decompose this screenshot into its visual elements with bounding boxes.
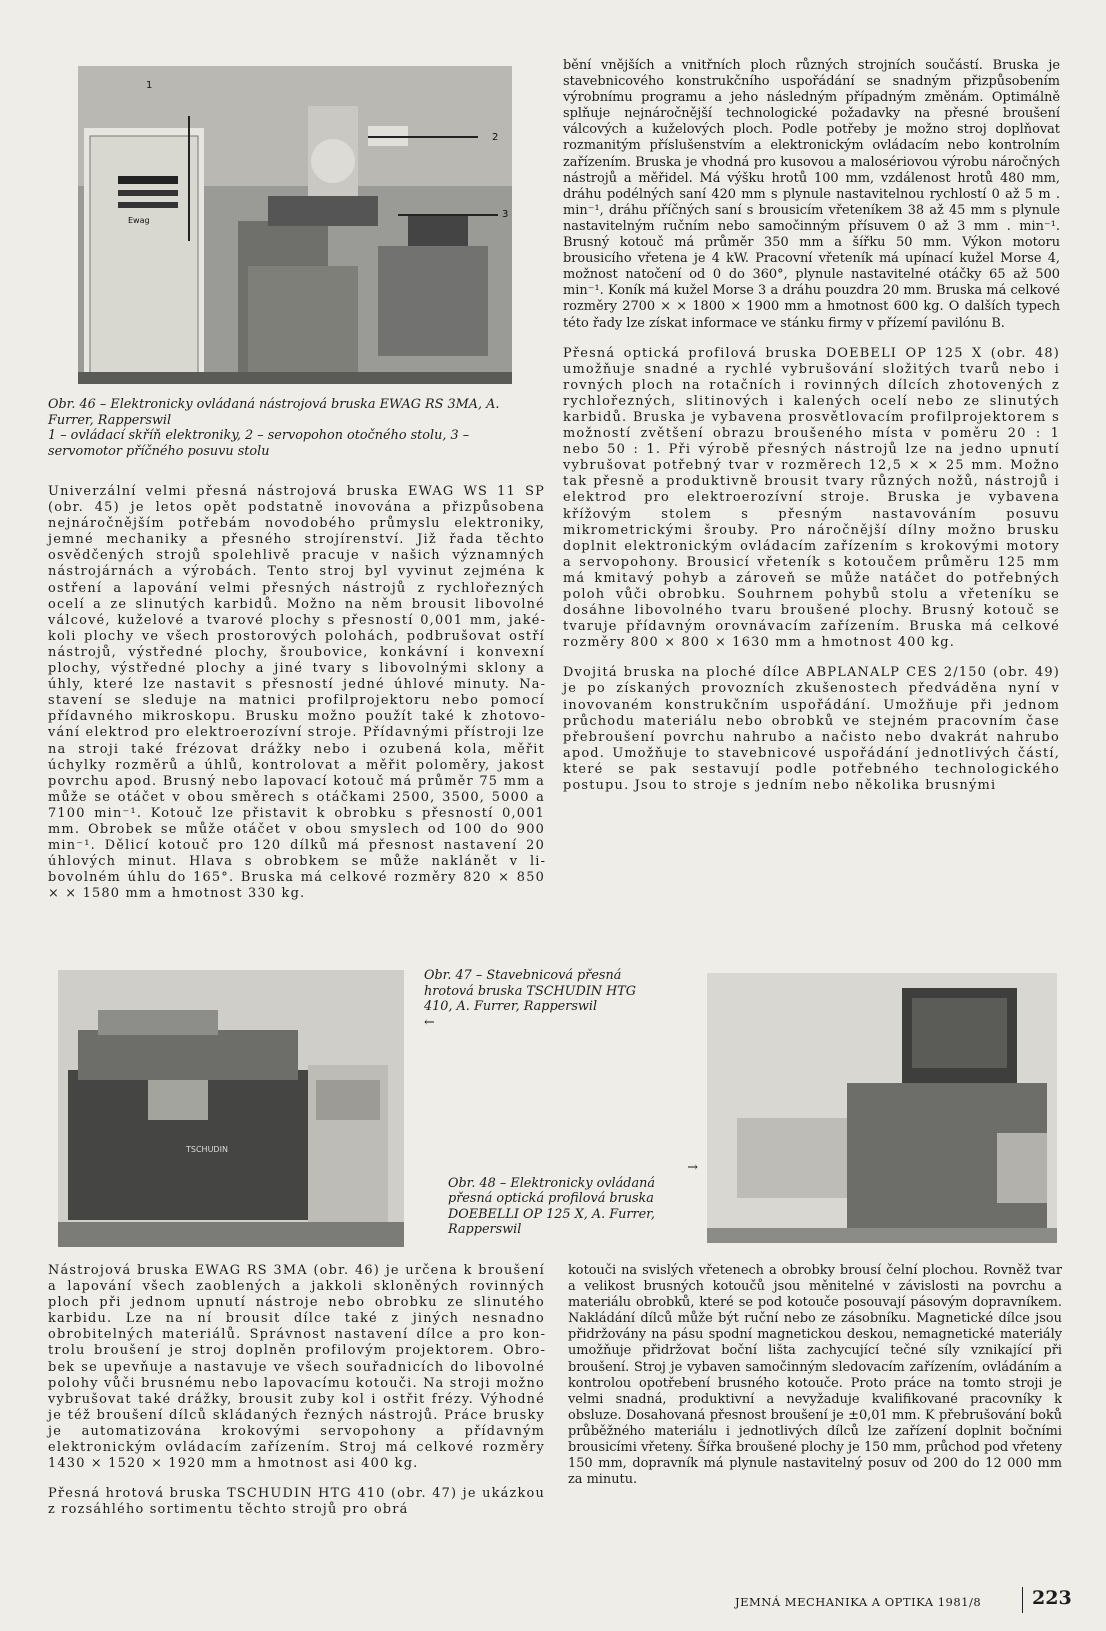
figure-47-photo bbox=[58, 970, 404, 1247]
journal-footer: JEMNÁ MECHANIKA A OPTIKA 1981/8 bbox=[735, 1595, 982, 1609]
right-column-upper bbox=[563, 58, 1060, 798]
figure-48-caption bbox=[448, 1160, 698, 1238]
tschudin-htg410-machine-illustration bbox=[58, 970, 404, 1247]
article-ewag-ws11sp: Univerzální velmi přesná nástrojová bruska EWAG WS 11 SP (obr. 45) je letos opět podstatně inovována a přizpůsobena nejnáročnějším potřebám novodobého průmyslu elektroniky, jemné mechaniky a přesného strojírenství. Již řada těchto osvědčených strojů spolehlivě pracuje v našich významných nástrojárnách a výrobách. Tento stroj byl vyvinut zejména k ostření a lapování velmi přesných nástrojů z rychlořezných ocelí a ze slinutých karbidů. Možno na něm brousit libovolné válcové, kuželové a tvarové plochy s přesností 0,001 mm, jakékoli plochy ve všech prostorových polohách, podbrušovat ostří nástrojů, výstředné plochy, šroubovice, konkávní i konvexní plochy, výstředné plochy a jiné tvary s libovolnými sklony a úhly, které lze nastavit s přesností jedné úhlové minuty. Nastavení se sleduje na matnici profilprojektoru nebo pomocí přídavného mikroskopu. Brusku možno použít také k zhotovování elektrod pro elektroerozívní stroje. Přídavnými přístroji lze na stroji také frézovat drážky nebo i ozubená kola, měřit úchylky rozměrů a úhlů, kontrolovat a měřit poloměry, jakost povrchu apod. Brusný nebo lapovací kotouč má průměr 75 mm a může se otáčet v obou směrech s otáčkami 2500, 3500, 5000 a 7100 min⁻¹. Kotouč lze přistavit k obrobku s přesností 0,001 mm. Obrobek se může otáčet v obou smyslech od 100 do 900 min⁻¹. Dělicí kotouč pro 120 dílků má přesnost nastavení 20 úhlových minut. Hlava s obrobkem se může naklánět v libovolném úhlu do 165°. Bruska má celkové rozměry 820 × 850 × × 1580 mm a hmotnost 330 kg. bbox=[48, 484, 545, 902]
article-tschudin-continued: bění vnějších a vnitřních ploch různých strojních součástí. Bruska je stavebnicového konstrukčního uspořádání se snadným přizpůsobením výrobnímu programu a jeho následným případným změnám. Optimálně splňuje nejnáročnější technologické požadavky na přesné broušení válcových a kuželových ploch. Podle potřeby je možno stroj doplňovat rozmanitým příslušenstvím a elektronickým ovládacím nebo kontrolním zařízením. Bruska je vhodná pro kusovou a malosériovou výrobu náročných nástrojů a měřidel. Má výšku hrotů 100 mm, vzdálenost hrotů 480 mm, dráhu podélných saní 420 mm s plynule nastavitelnou rychlostí 0 až 5 m . min⁻¹, dráhu příčných saní s brousicím vřeteníkem 38 až 45 mm s plynule nastavitelným ručním nebo samočinným přísuvem 0 až 3 mm . min⁻¹. Brusný kotouč má průměr 350 mm a šířku 50 mm. Výkon motoru brousicího vřetena je 4 kW. Pracovní vřeteník má upínací kužel Morse 4, možnost natočení od 0 do 360°, plynule nastavitelné otáčky 65 až 500 min⁻¹. Koník má kužel Morse 3 a dráhu pouzdra 20 mm. Bruska má celkové rozměry 2700 × × 1800 × 1900 mm a hmotnost 600 kg. O dalších typech této řady lze získat informace ve stánku firmy v přízemí pavilónu B. bbox=[563, 58, 1060, 331]
figure-46-marker-1: 1 bbox=[146, 80, 153, 91]
article-tschudin-htg410: Přesná hrotová bruska TSCHUDIN HTG 410 (obr. 47) je ukázkou z rozsáhlého sortimentu těchto strojů pro obrá bbox=[48, 1486, 545, 1518]
page-number: 223 bbox=[1032, 1587, 1072, 1609]
article-ewag-rs3ma: Nástrojová bruska EWAG RS 3MA (obr. 46) je určena k broušení a lapování všech zaoblených a jakkoli skloněných rovinných ploch při jednom upnutí nástroje nebo obrobku ze slinutého karbidu. Lze na ní brousit dílce také z jiných nesnadno obrobitelných materiálů. Správnost nastavení dílce a pro kontrolu broušení je stroj doplněn profilovým projektorem. Obrobek se upevňuje a nastavuje ve všech souřadnicích do libovolné polohy vůči brusnému nebo lapovacímu kotouči. Na stroji možno vybrušovat také drážky, brousit zuby kol i ostřit frézy. Výhodné je též broušení dílců skládaných řezných nástrojů. Práce brusky je automatizována krokovými servopohony a přídavným elektronickým ovládacím zařízením. Stroj má celkové rozměry 1430 × 1520 × 1920 mm a hmotnost asi 400 kg. bbox=[48, 1263, 545, 1472]
figure-47-caption bbox=[424, 968, 668, 1030]
left-column-lower bbox=[48, 1263, 545, 1522]
figure-46-panel-text: Ewag bbox=[128, 216, 150, 225]
figure-46-caption-title: Obr. 46 – Elektronicky ovládaná nástrojová bruska EWAG RS 3MA, A. Furrer, Rapperswil bbox=[48, 397, 500, 428]
right-column-lower bbox=[568, 1263, 1062, 1492]
figure-46-caption bbox=[48, 397, 522, 459]
left-column-upper bbox=[48, 484, 545, 906]
figure-47-machine-text: TSCHUDIN bbox=[186, 1145, 228, 1154]
article-abplanalp-ces: Dvojitá bruska na ploché dílce ABPLANALP CES 2/150 (obr. 49) je po získaných provozních zkušenostech předváděna nyní v inovovaném konstrukčním uspořádání. Umožňuje při jednom průchodu materiálu nebo obrobků ve stejném pracovním čase přebroušení povrchu nahrubo a načisto nebo dvakrát nahrubo apod. Umožňuje to stavebnicové uspořádání jednotlivých částí, které se pak sestavují podle potřebného technologického postupu. Jsou to stroje s jedním nebo několika brusnými bbox=[563, 665, 1060, 794]
ewag-rs3ma-machine-illustration bbox=[78, 66, 512, 384]
figure-48-caption-text: Obr. 48 – Elektronicky ovládaná přesná optická profilová bruska DOEBELLI OP 125 X, A. Furrer, Rapperswil bbox=[448, 1175, 655, 1237]
article-abplanalp-continued: kotouči na svislých vřetenech a obrobky brousí čelní plochou. Rovněž tvar a velikost brusných kotoučů jsou měnitelné v závislosti na povrchu a materiálu obrobků, které se pod kotouče posouvají pásovým dopravníkem. Nakládání dílců může být ruční nebo ze zásobníku. Magnetické dílce jsou přidržovány na pásu spodní magnetickou deskou, nemagnetické materiály umožňuje přidržovat boční lišta zachycující tečné síly vznikající při broušení. Stroj je vybaven samočinným sledovacím zařízením, ovládáním a kontrolou opotřebení brusného kotouče. Proto práce na tomto stroji je velmi snadná, produktivní a nevyžaduje kvalifikované pracovníky k obsluze. Dosahovaná přesnost broušení je ±0,01 mm. K přebrušování boků průběžného materiálu i jednotlivých dílců lze zařízení doplnit bočními brousicími vřeteny. Šířka broušené plochy je 150 mm, průchod pod vřeteny 150 mm, dopravník má plynule nastavitelný posuv od 200 do 12 000 mm za minutu. bbox=[568, 1263, 1062, 1488]
figure-46-photo bbox=[78, 66, 512, 384]
figure-47-caption-text: Obr. 47 – Stavebnicová přesná hrotová bruska TSCHUDIN HTG 410, A. Furrer, Rapperswil bbox=[424, 968, 636, 1014]
figure-47-arrow-icon: ← bbox=[424, 1014, 435, 1030]
figure-46-caption-legend: 1 – ovládací skříň elektroniky, 2 – servopohon otočného stolu, 3 – servomotor příčného posuvu stolu bbox=[48, 428, 470, 459]
figure-48-photo bbox=[707, 973, 1057, 1243]
article-doebeli-op125x: Přesná optická profilová bruska DOEBELI OP 125 X (obr. 48) umožňuje snadné a rychlé vybrušování složitých tvarů nebo i rovných ploch na rotačních i rovinných dílcích zhotovených z rychlořezných, slitinových i kalených ocelí nebo ze slinutých karbidů. Bruska je vybavena prosvětlovacím profilprojektorem s možností zvětšení obrazu broušeného místa v poměru 20 : 1 nebo 50 : 1. Při výrobě přesných nástrojů lze na jedno upnutí vybrušovat potřebný tvar v rozměrech 12,5 × × 25 mm. Možno tak přesně a produktivně brousit tvary různých nožů, nástrojů i elektrod pro elektroerozívní stroje. Bruska je vybavena křížovým stolem s přesným nastavováním posuvu mikrometrickými šrouby. Pro náročnější dílny možno brusku doplnit elektronickým ovládacím zařízením s krokovými motory a servopohony. Brousicí vřeteník s kotoučem průměru 125 mm má kmitavý pohyb a zároveň se může natáčet do potřebných poloh vůči obrobku. Souhrnem pohybů stolu a vřeteníku se dosáhne libovolného tvaru broušené plochy. Brusný kotouč se tvaruje přídavným orovnávacím zařízením. Bruska má celkové rozměry 800 × 800 × 1630 mm a hmotnost 400 kg. bbox=[563, 345, 1060, 651]
figure-48-arrow-icon: → bbox=[687, 1160, 698, 1175]
footer-divider bbox=[1022, 1587, 1023, 1613]
figure-46-marker-3: 3 bbox=[502, 209, 509, 220]
figure-46-marker-2: 2 bbox=[492, 132, 499, 143]
doebelli-op125x-machine-illustration bbox=[707, 973, 1057, 1243]
